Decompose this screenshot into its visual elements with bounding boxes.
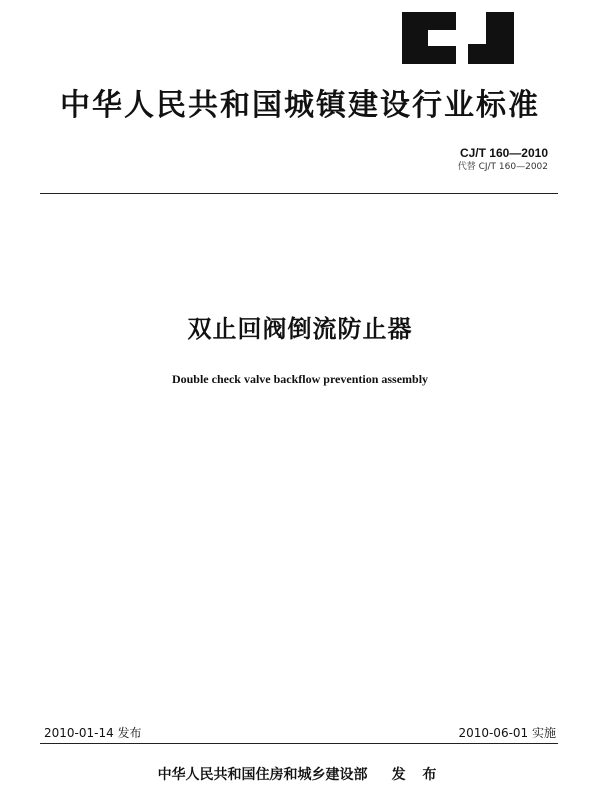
- effective-date: 2010-06-01 实施: [458, 726, 556, 740]
- org-title: 中华人民共和国城镇建设行业标准: [60, 88, 540, 123]
- publisher-name: 中华人民共和国住房和城乡建设部: [157, 767, 368, 783]
- standard-code: CJ/T 160—2010: [459, 146, 548, 160]
- footer-divider: [40, 743, 558, 744]
- publisher-line: [0, 766, 600, 784]
- standard-code-block: [458, 146, 548, 173]
- replaces-standard: 代替 CJ/T 160—2002: [457, 162, 548, 172]
- issue-date: 2010-01-14 发布: [44, 726, 142, 740]
- cj-logo-graphic: [398, 6, 526, 70]
- header-divider: [40, 193, 558, 194]
- cj-logo-icon: [398, 6, 526, 70]
- publisher-action: 发 布: [391, 767, 443, 783]
- document-title-chinese: 双止回阀倒流防止器: [187, 315, 413, 343]
- document-title-english: Double check valve backflow prevention assembly: [171, 372, 429, 386]
